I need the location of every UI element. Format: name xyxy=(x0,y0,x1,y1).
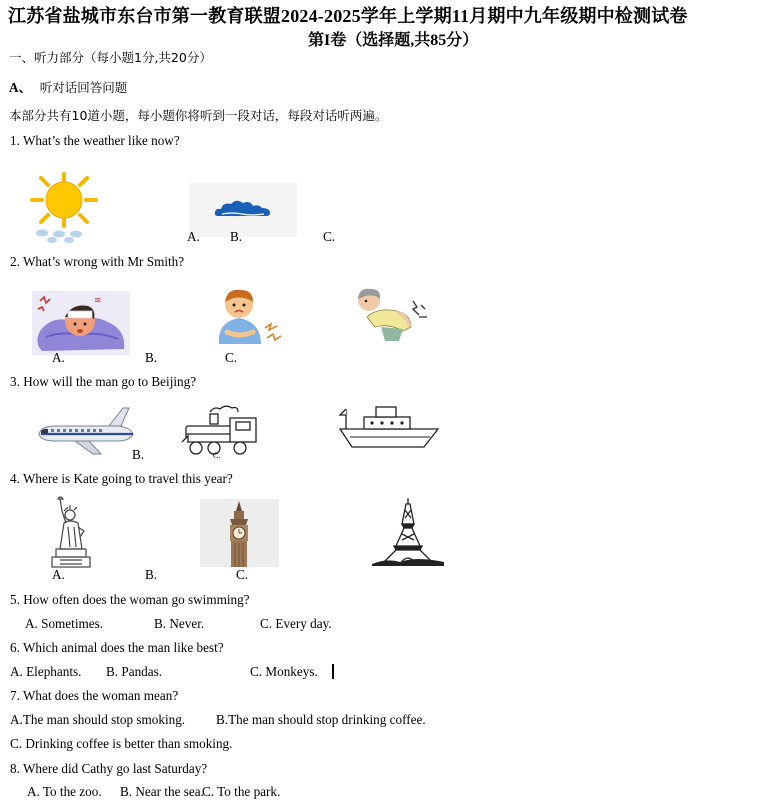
question-7-text: 7. What does the woman mean? xyxy=(10,688,179,703)
part-a-marker: A、 xyxy=(9,80,32,95)
q8-option-a: A. To the zoo. xyxy=(27,784,102,799)
question-5-text: 5. How often does the woman go swimming? xyxy=(10,592,250,607)
backache-man-icon xyxy=(353,287,433,341)
q7-option-a: A.The man should stop smoking. xyxy=(10,712,186,727)
q1-label-b: B. xyxy=(230,229,243,244)
question-4-text: 4. Where is Kate going to travel this year? xyxy=(10,471,233,486)
document-subtitle: 第I卷（选择题,共85分） xyxy=(308,32,479,49)
q2-label-c: C. xyxy=(225,350,238,365)
part-a-heading xyxy=(9,77,127,97)
q5-option-a: A. Sometimes. xyxy=(25,616,104,631)
eiffel-tower-icon xyxy=(372,498,444,566)
big-ben-icon xyxy=(220,501,258,567)
q1-label-a: A. xyxy=(187,229,200,244)
stomachache-boy-icon xyxy=(211,288,283,346)
q7-option-c: C. Drinking coffee is better than smoking. xyxy=(10,736,233,751)
part-a-instructions: 本部分共有10道小题，每小题你将听到一段对话，每段对话听两遍。 xyxy=(9,108,388,123)
question-2-text: 2. What’s wrong with Mr Smith? xyxy=(10,254,185,269)
q8-option-c: C. To the park. xyxy=(202,784,281,799)
q2-label-b: B. xyxy=(145,350,158,365)
question-6-text: 6. Which animal does the man like best? xyxy=(10,640,224,655)
q4-label-a: A. xyxy=(52,567,65,582)
cloud-icon xyxy=(212,196,274,220)
question-3-text: 3. How will the man go to Beijing? xyxy=(10,374,197,389)
q3-label-b: B. xyxy=(132,447,145,462)
q4-label-b: B. xyxy=(145,567,158,582)
section-heading: 一、听力部分（每小题1分,共20分） xyxy=(9,50,212,65)
airplane-icon xyxy=(35,404,135,456)
sick-boy-icon xyxy=(32,291,130,355)
statue-of-liberty-icon xyxy=(46,497,110,569)
q6-option-b: B. Pandas. xyxy=(106,664,163,679)
ship-icon xyxy=(336,405,442,449)
q3-label-c: C. xyxy=(213,451,221,460)
q4-label-c: C. xyxy=(236,567,249,582)
q1-label-c: C. xyxy=(323,229,336,244)
svg-text:≋: ≋ xyxy=(94,296,102,306)
question-8-text: 8. Where did Cathy go last Saturday? xyxy=(10,761,208,776)
q2-label-a: A. xyxy=(52,350,65,365)
document-title: 江苏省盐城市东台市第一教育联盟2024-2025学年上学期11月期中九年级期中检测试卷 xyxy=(8,6,688,26)
q5-option-c: C. Every day. xyxy=(260,616,332,631)
q5-option-b: B. Never. xyxy=(154,616,205,631)
part-a-title: 听对话回答问题 xyxy=(39,80,128,95)
q6-option-c: C. Monkeys. xyxy=(250,664,318,679)
q6-option-a: A. Elephants. xyxy=(10,664,82,679)
text-cursor xyxy=(332,664,334,679)
q7-option-b: B.The man should stop drinking coffee. xyxy=(216,712,426,727)
train-icon xyxy=(180,404,266,456)
question-1-text: 1. What’s the weather like now? xyxy=(10,133,180,148)
sun-icon xyxy=(12,170,120,243)
q8-option-b: B. Near the sea. xyxy=(120,784,204,799)
